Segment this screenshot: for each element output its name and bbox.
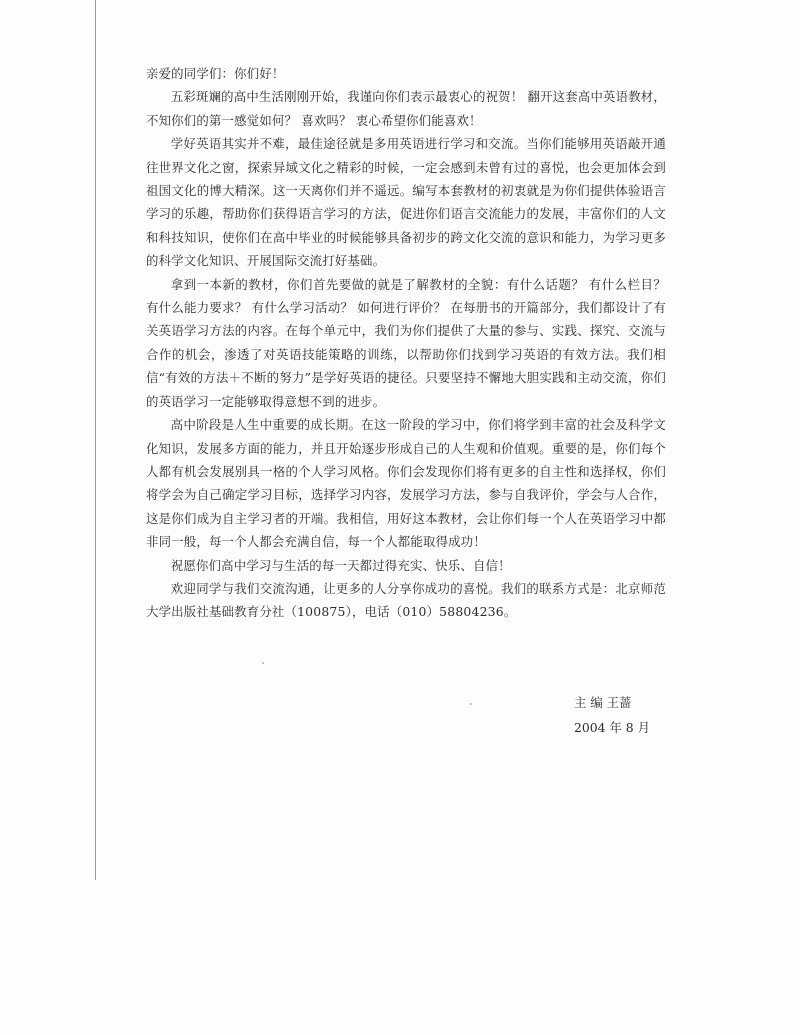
paragraph-new-textbook: 拿到一本新的教材，你们首先要做的就是了解教材的全貌：有什么话题？ 有什么栏目？ 有什么能力要求？ 有什么学习活动？ 如何进行评价？ 在每册书的开篇部分，我们都设计了有关英语学习方法的内容。在每个单元中，我们为你们提供了大量的参与、实践、探究、交流与合作的机会，渗透了对英语技能策略的训练，以帮助你们找到学习英语的有效方法。我们相信“有效的方法＋不断的努力”是学好英语的捷径。只要坚持不懈地大胆实践和主动交流，你们的英语学习一定能够取得意想不到的进步。 — [146, 276, 666, 409]
signature-editor: 主 编 王蔷 — [574, 695, 632, 710]
paragraph-learning-english: 学好英语其实并不难，最佳途径就是多用英语进行学习和交流。当你们能够用英语敲开通往世界文化之窗，探索异域文化之精彩的时候，一定会感到未曾有过的喜悦，也会更加体会到祖国文化的博大精深。这一天离你们并不遥远。编写本套教材的初衷就是为你们提供体验语言学习的乐趣，帮助你们获得语言学习的方法，促进你们语言交流能力的发展，丰富你们的人文和科技知识，使你们在高中毕业的时候能够具备初步的跨文化交流的意识和能力，为学习更多的科学文化知识、开展国际交流打好基础。 — [146, 136, 666, 269]
paragraph-high-school-stage: 高中阶段是人生中重要的成长期。在这一阶段的学习中，你们将学到丰富的社会及科学文化知识，发展多方面的能力，并且开始逐步形成自己的人生观和价值观。重要的是，你们每个人都有机会发展别具一格的个人学习风格。你们会发现你们将有更多的自主性和选择权，你们将学会为自己确定学习目标，选择学习内容，发展学习方法，参与自我评价，学会与人合作，这是你们成为自主学习者的开端。我相信，用好这本教材，会让你们每一个人在英语学习中都非同一般，每一个人都会充满自信，每一个人都能取得成功！ — [146, 417, 666, 550]
paragraph-congratulations: 五彩斑斓的高中生活刚刚开始，我谨向你们表示最衷心的祝贺！ 翻开这套高中英语教材，不知你们的第一感觉如何？ 喜欢吗？ 衷心希望你们能喜欢！ — [146, 89, 666, 128]
signature-block — [574, 690, 714, 740]
scan-edge-line — [95, 0, 96, 880]
preface-letter — [146, 62, 666, 624]
paragraph-wishes: 祝愿你们高中学习与生活的每一天都过得充实、快乐、自信！ — [170, 557, 511, 573]
letter-greeting: 亲爱的同学们：你们好！ — [146, 66, 285, 81]
paragraph-contact: 欢迎同学与我们交流沟通，让更多的人分享你成功的喜悦。我们的联系方式是：北京师范大学出版社基础教育分社（100875），电话（010）58804236。 — [146, 580, 666, 620]
scan-speck — [262, 662, 264, 664]
signature-date: 2004 年 8 月 — [574, 720, 651, 735]
scan-speck — [470, 703, 472, 705]
